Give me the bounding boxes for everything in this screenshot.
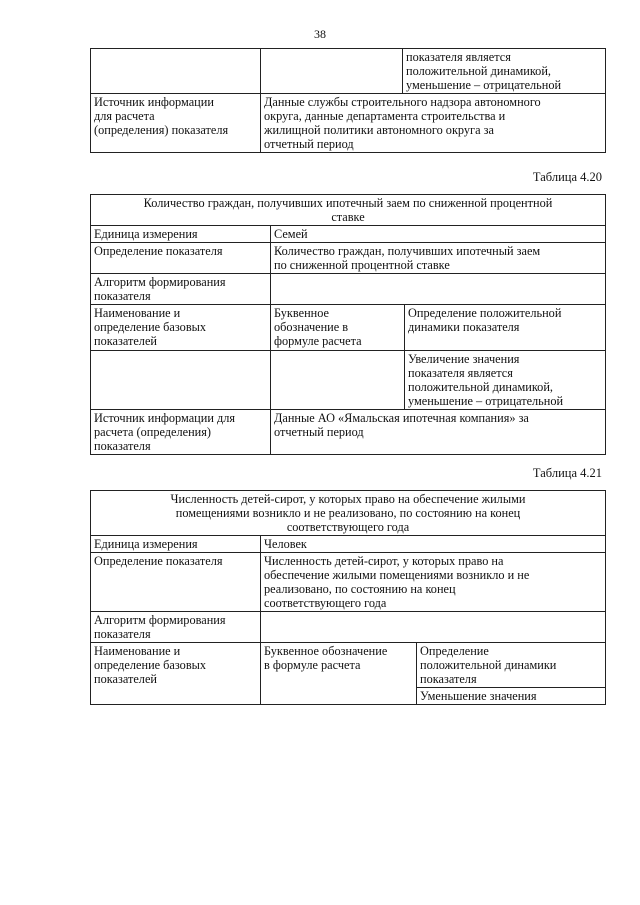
table-row (91, 274, 606, 305)
table-title: Количество граждан, получивших ипотечный заем по сниженной процентной ставке (91, 195, 606, 226)
definition-label: Определение показателя (91, 553, 261, 612)
table-row (91, 612, 606, 643)
table-cell (271, 351, 405, 410)
table-row (91, 226, 606, 243)
table-row (91, 536, 606, 553)
unit-value: Семей (271, 226, 606, 243)
table-cell (261, 49, 403, 94)
unit-label: Единица измерения (91, 536, 261, 553)
algorithm-value (271, 274, 606, 305)
definition-label: Определение показателя (91, 243, 271, 274)
definition-value: Количество граждан, получивших ипотечный заем по сниженной процентной ставке (271, 243, 606, 274)
table-4-21 (90, 490, 606, 705)
letter-label: Буквенное обозначение в формуле расчета (271, 305, 405, 351)
page-number: 38 (314, 27, 326, 41)
unit-label: Единица измерения (91, 226, 271, 243)
table-row (91, 491, 606, 536)
table-caption: Таблица 4.21 (532, 466, 602, 480)
dynamics-label: Определение положительной динамики показателя (405, 305, 606, 351)
table-row (91, 195, 606, 226)
algorithm-value (261, 612, 606, 643)
table-row (91, 410, 606, 455)
table-cell: показателя является положительной динамикой, уменьшение – отрицательной (403, 49, 606, 94)
source-label: Источник информации для расчета (определения) показателя (91, 410, 271, 455)
table-row (91, 49, 606, 94)
unit-value: Человек (261, 536, 606, 553)
algorithm-label: Алгоритм формирования показателя (91, 612, 261, 643)
table-cell (91, 49, 261, 94)
definition-value: Численность детей-сирот, у которых право на обеспечение жилыми помещениями возникло и не реализовано, по состоянию на конец соответствующего года (261, 553, 606, 612)
table-4-20 (90, 194, 606, 455)
table-row (91, 94, 606, 153)
table-caption: Таблица 4.20 (532, 170, 602, 184)
table-cell (91, 351, 271, 410)
table-title: Численность детей-сирот, у которых право на обеспечение жилыми помещениями возникло и не реализовано, по состоянию на конец соответствующего года (91, 491, 606, 536)
dynamics-label: Определение положительной динамики показателя (417, 643, 606, 688)
source-label: Источник информации для расчета (определения) показателя (91, 94, 261, 153)
algorithm-label: Алгоритм формирования показателя (91, 274, 271, 305)
letter-label: Буквенное обозначение в формуле расчета (261, 643, 417, 705)
base-label: Наименование и определение базовых показателей (91, 305, 271, 351)
table-row (91, 305, 606, 351)
continuation-table (90, 48, 606, 153)
dynamics-value: Уменьшение значения (417, 688, 606, 705)
table-row (91, 643, 606, 688)
source-value: Данные службы строительного надзора автономного округа, данные департамента строительства и жилищной политики автономного округа за отчетный период (261, 94, 606, 153)
table-row (91, 351, 606, 410)
source-value: Данные АО «Ямальская ипотечная компания» за отчетный период (271, 410, 606, 455)
table-row (91, 553, 606, 612)
table-row (91, 243, 606, 274)
dynamics-value: Увеличение значения показателя является положительной динамикой, уменьшение – отрицательной (405, 351, 606, 410)
base-label: Наименование и определение базовых показателей (91, 643, 261, 705)
